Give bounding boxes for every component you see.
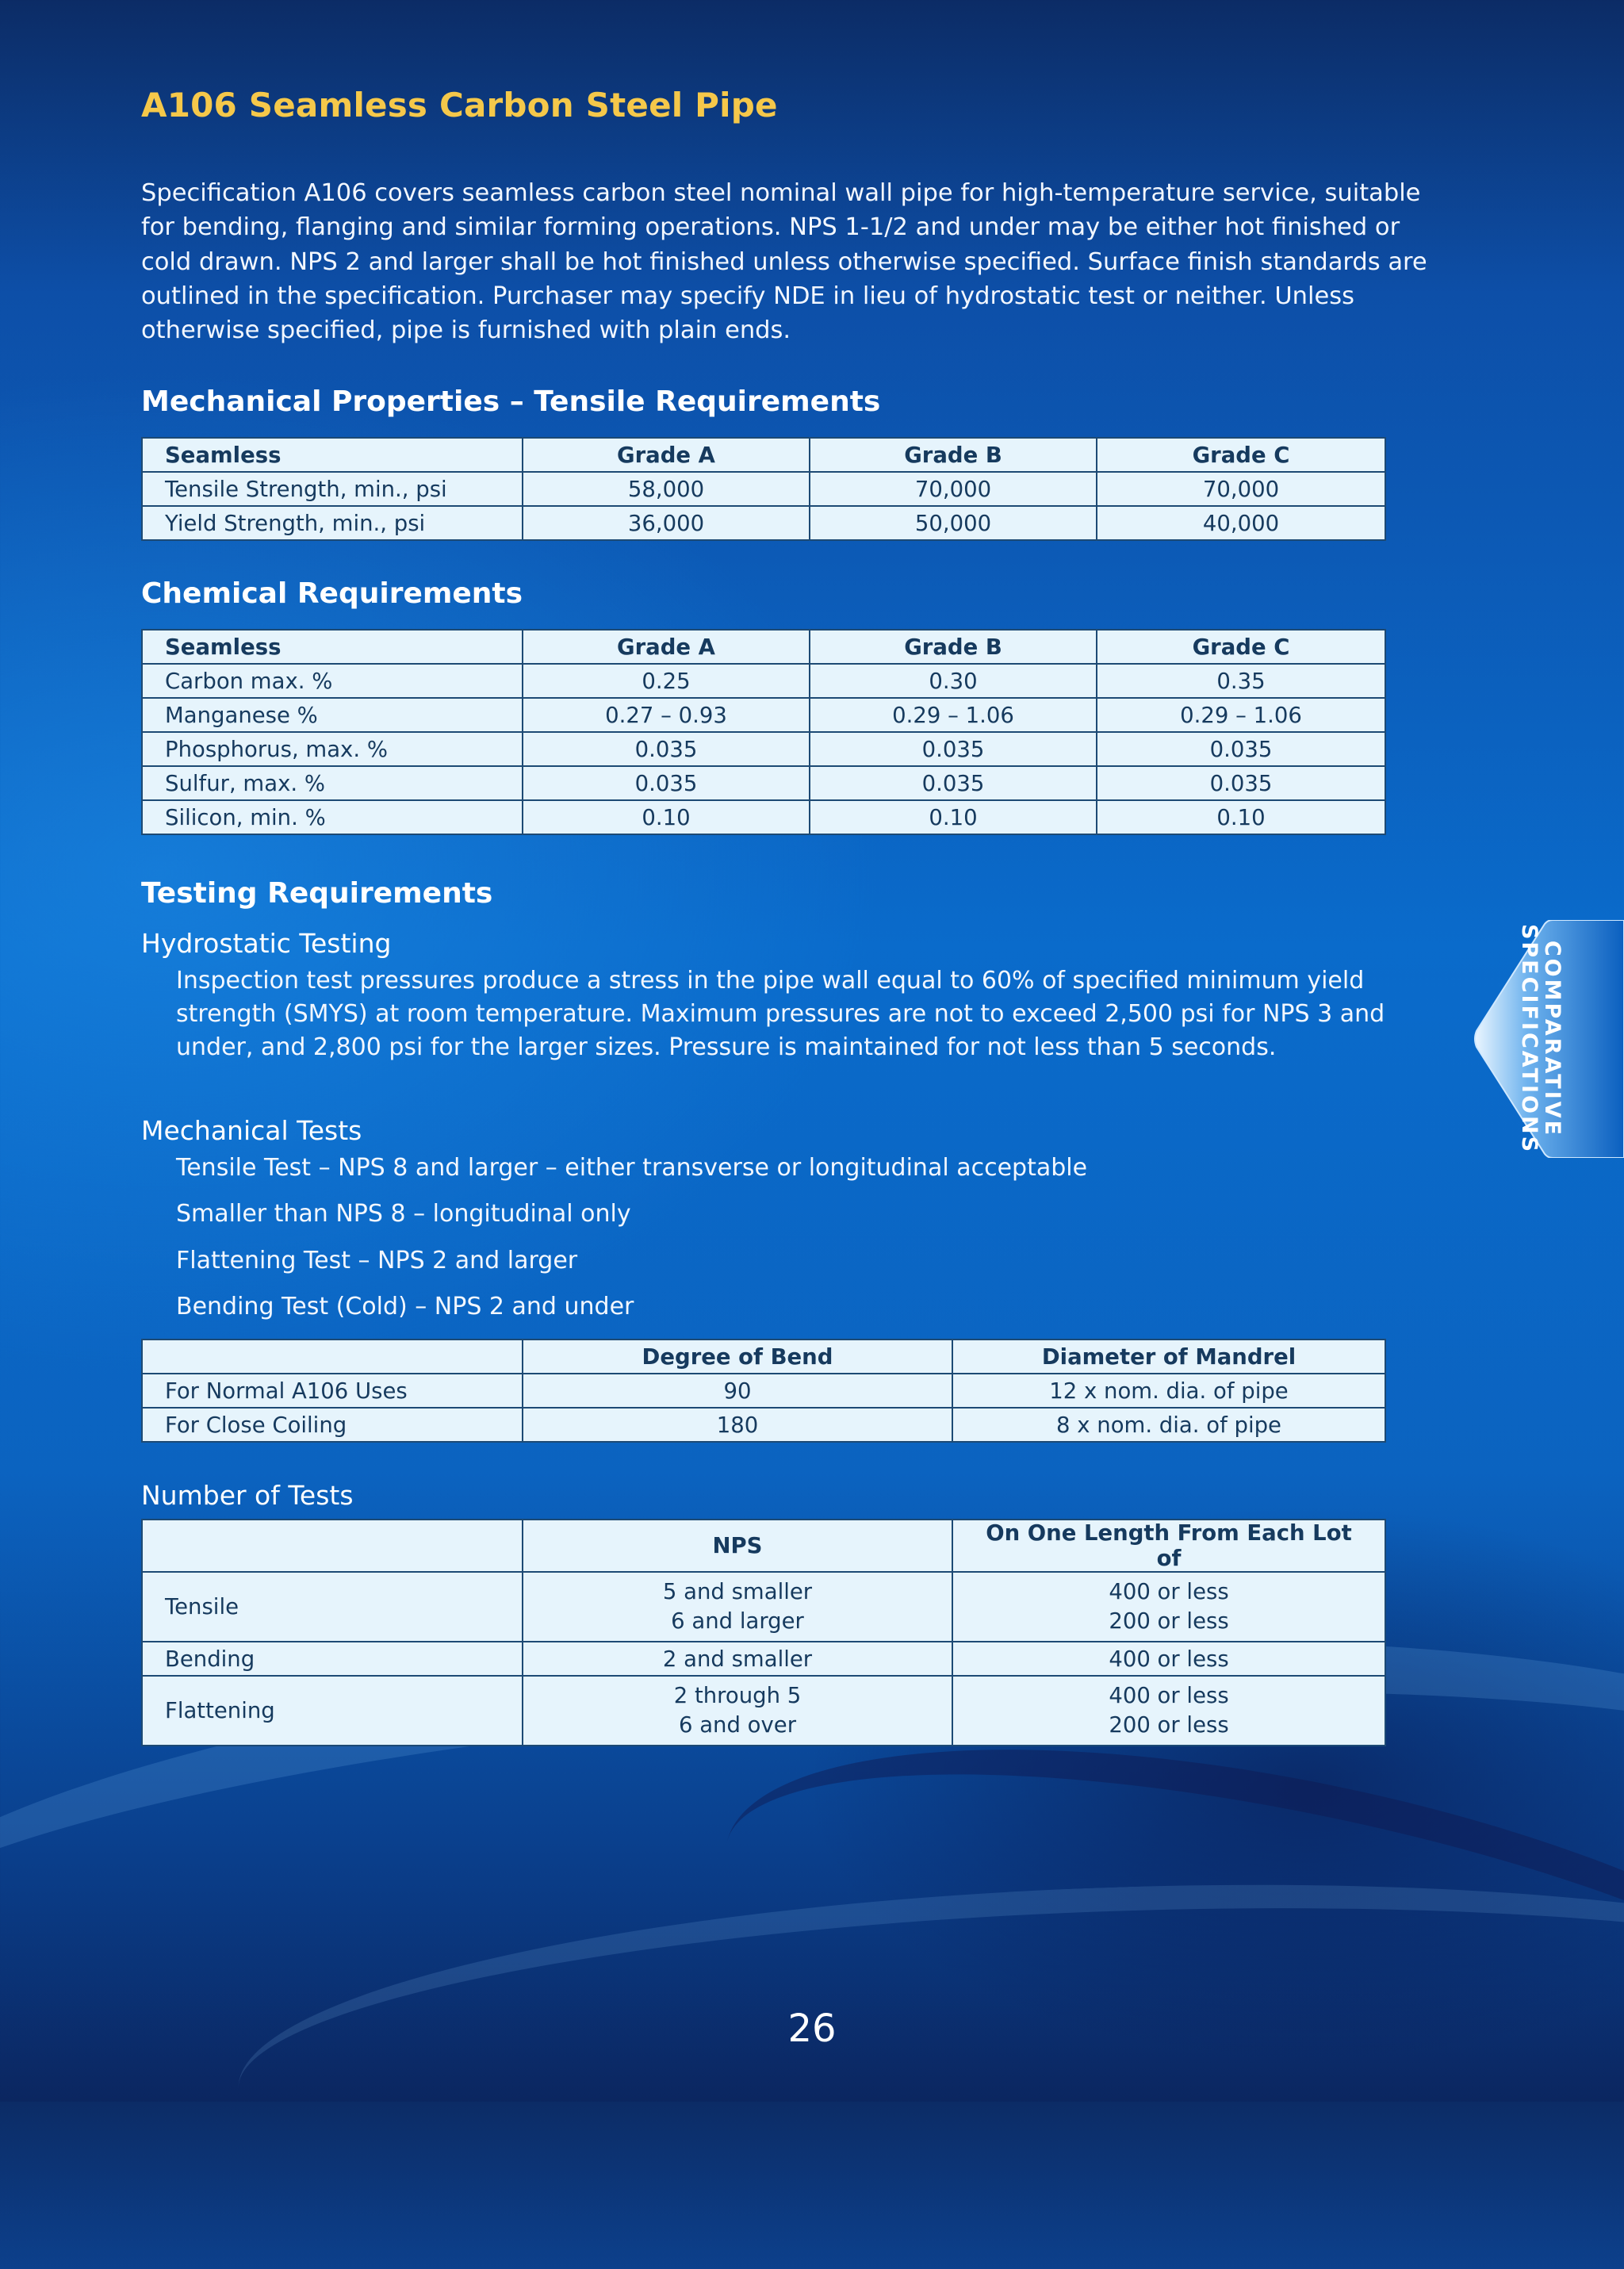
column-header: Seamless xyxy=(142,630,523,664)
table-cell: 8 x nom. dia. of pipe xyxy=(952,1408,1385,1442)
chemical-table xyxy=(141,629,1386,835)
row-label: For Close Coiling xyxy=(142,1408,523,1442)
testing-heading: Testing Requirements xyxy=(141,877,493,910)
row-label: Sulfur, max. % xyxy=(142,766,523,800)
mechanical-test-line: Tensile Test – NPS 8 and larger – either transverse or longitudinal acceptable xyxy=(176,1154,1088,1182)
column-header: Seamless xyxy=(142,438,523,472)
cell-line: 200 or less xyxy=(1109,1712,1229,1738)
table-cell: 40,000 xyxy=(1097,506,1385,540)
row-label: For Normal A106 Uses xyxy=(142,1374,523,1408)
table-row xyxy=(142,698,1385,732)
table-cell: 2 and smaller xyxy=(523,1642,952,1676)
table-cell: 36,000 xyxy=(523,506,810,540)
bend-table xyxy=(141,1339,1386,1443)
column-header: Grade B xyxy=(810,630,1097,664)
table-cell: 0.035 xyxy=(523,732,810,766)
table-cell: 0.29 – 1.06 xyxy=(810,698,1097,732)
row-label: Silicon, min. % xyxy=(142,800,523,834)
table-row xyxy=(142,766,1385,800)
table-row xyxy=(142,506,1385,540)
mechanical-table xyxy=(141,437,1386,541)
intro-paragraph: Specification A106 covers seamless carbon steel nominal wall pipe for high-temperature service, suitable for bending, flanging and similar forming operations. NPS 1-1/2 and under may be either hot finished or cold drawn. NPS 2 and larger shall be hot finished unless otherwise specified. Surface finish standards are outlined in the specification. Purchaser may specify NDE in lieu of hydrostatic test or neither. Unless otherwise specified, pipe is furnished with plain ends. xyxy=(141,179,1427,345)
page-title: A106 Seamless Carbon Steel Pipe xyxy=(141,86,778,125)
mechanical-test-line: Bending Test (Cold) – NPS 2 and under xyxy=(176,1293,634,1320)
table-row xyxy=(142,472,1385,506)
table-cell: 0.27 – 0.93 xyxy=(523,698,810,732)
table-row xyxy=(142,800,1385,834)
mechanical-test-line: Flattening Test – NPS 2 and larger xyxy=(176,1247,578,1274)
table-row xyxy=(142,732,1385,766)
column-header: Grade C xyxy=(1097,630,1385,664)
row-label: Phosphorus, max. % xyxy=(142,732,523,766)
mechanical-tests-heading: Mechanical Tests xyxy=(141,1115,362,1146)
column-header xyxy=(142,1340,523,1374)
table-cell: 70,000 xyxy=(810,472,1097,506)
cell-line: 5 and smaller xyxy=(662,1579,813,1604)
side-tab-label[interactable] xyxy=(1518,924,1564,1154)
row-label: Bending xyxy=(142,1642,523,1676)
column-header: NPS xyxy=(523,1520,952,1572)
table-cell: 0.35 xyxy=(1097,664,1385,698)
column-header: Diameter of Mandrel xyxy=(952,1340,1385,1374)
mechanical-test-line: Smaller than NPS 8 – longitudinal only xyxy=(176,1200,631,1228)
table-cell: 58,000 xyxy=(523,472,810,506)
table-cell: 0.30 xyxy=(810,664,1097,698)
column-header: Grade B xyxy=(810,438,1097,472)
row-label: Manganese % xyxy=(142,698,523,732)
column-header: Grade C xyxy=(1097,438,1385,472)
cell-line: 2 through 5 xyxy=(673,1683,802,1708)
table-cell: 12 x nom. dia. of pipe xyxy=(952,1374,1385,1408)
cell-line: 6 and larger xyxy=(671,1608,804,1634)
table-cell: 50,000 xyxy=(810,506,1097,540)
table-cell xyxy=(523,1572,952,1642)
side-tab-line: COMPARATIVE xyxy=(1540,940,1565,1138)
table-cell xyxy=(952,1572,1385,1642)
row-label: Carbon max. % xyxy=(142,664,523,698)
table-header-row xyxy=(142,1340,1385,1374)
number-of-tests-heading: Number of Tests xyxy=(141,1480,354,1511)
table-cell: 0.29 – 1.06 xyxy=(1097,698,1385,732)
table-cell: 0.035 xyxy=(810,732,1097,766)
column-header: Grade A xyxy=(523,438,810,472)
side-tab-line: SPECIFICATIONS xyxy=(1517,923,1542,1155)
table-row xyxy=(142,1642,1385,1676)
column-header: Degree of Bend xyxy=(523,1340,952,1374)
table-header-row xyxy=(142,438,1385,472)
column-header xyxy=(142,1520,523,1572)
mechanical-heading: Mechanical Properties – Tensile Requirements xyxy=(141,385,881,418)
table-cell: 0.035 xyxy=(1097,732,1385,766)
hydrostatic-paragraph: Inspection test pressures produce a stress in the pipe wall equal to 60% of specified minimum yield strength (SMYS) at room temperature. Maximum pressures are not to exceed 2,500 psi for NPS 3 and under, and 2,800 psi for the larger sizes. Pressure is maintained for not less than 5 seconds. xyxy=(176,967,1385,1061)
table-cell xyxy=(952,1676,1385,1746)
table-header-row xyxy=(142,1520,1385,1572)
table-cell: 70,000 xyxy=(1097,472,1385,506)
table-cell: 400 or less xyxy=(952,1642,1385,1676)
table-row xyxy=(142,1676,1385,1746)
row-label: Yield Strength, min., psi xyxy=(142,506,523,540)
table-cell: 0.10 xyxy=(1097,800,1385,834)
row-label: Flattening xyxy=(142,1676,523,1746)
table-cell: 0.10 xyxy=(810,800,1097,834)
table-cell xyxy=(523,1676,952,1746)
table-cell: 0.035 xyxy=(1097,766,1385,800)
hydrostatic-heading: Hydrostatic Testing xyxy=(141,928,392,959)
table-cell: 0.10 xyxy=(523,800,810,834)
page-number: 26 xyxy=(787,2006,837,2051)
table-cell: 180 xyxy=(523,1408,952,1442)
column-header: Grade A xyxy=(523,630,810,664)
table-row xyxy=(142,1374,1385,1408)
column-header: On One Length From Each Lot of xyxy=(952,1520,1385,1572)
table-cell: 0.035 xyxy=(523,766,810,800)
table-header-row xyxy=(142,630,1385,664)
table-cell: 0.25 xyxy=(523,664,810,698)
cell-line: 6 and over xyxy=(678,1712,797,1738)
chemical-heading: Chemical Requirements xyxy=(141,577,523,610)
number-of-tests-table xyxy=(141,1519,1386,1746)
table-row xyxy=(142,1572,1385,1642)
cell-line: 400 or less xyxy=(1109,1579,1229,1604)
cell-line: 400 or less xyxy=(1109,1683,1229,1708)
cell-line: 200 or less xyxy=(1109,1608,1229,1634)
row-label: Tensile xyxy=(142,1572,523,1642)
row-label: Tensile Strength, min., psi xyxy=(142,472,523,506)
table-cell: 90 xyxy=(523,1374,952,1408)
table-cell: 0.035 xyxy=(810,766,1097,800)
table-row xyxy=(142,1408,1385,1442)
table-row xyxy=(142,664,1385,698)
